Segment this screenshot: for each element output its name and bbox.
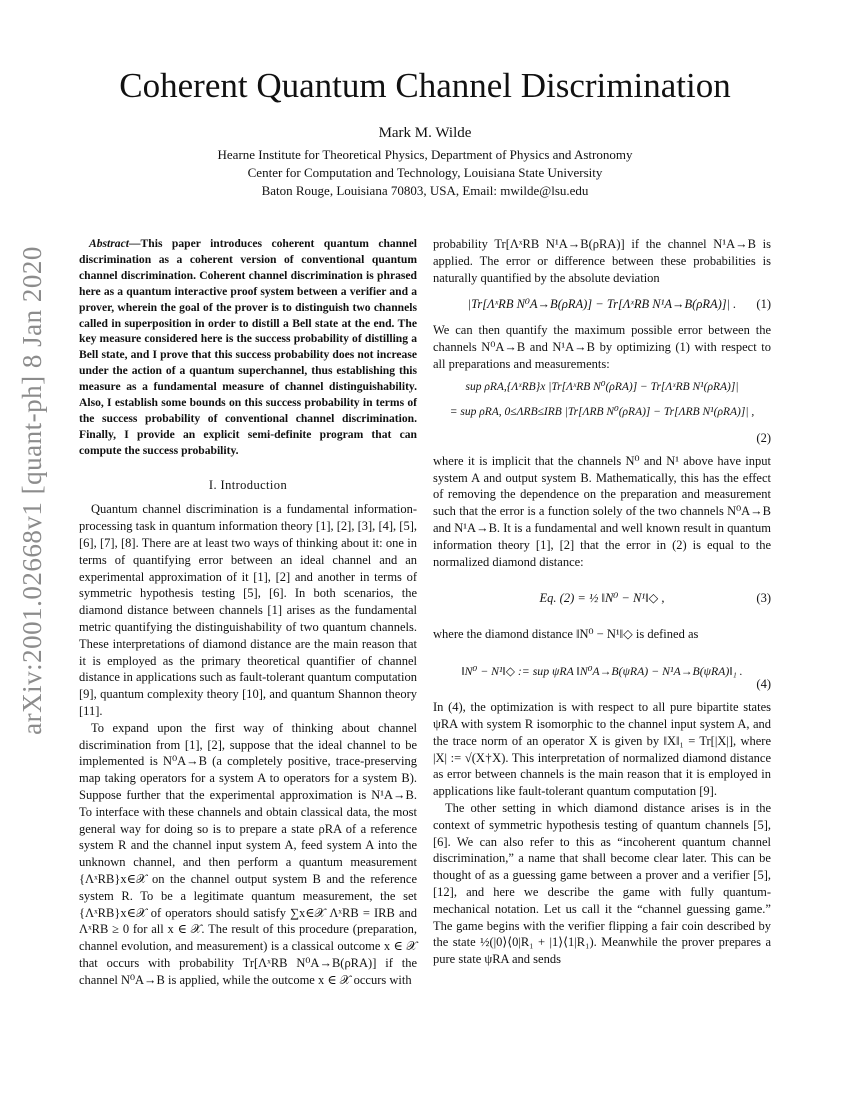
equation-1 [433,292,771,316]
arxiv-identifier-stamp [10,245,54,735]
equation-body: sup ρRA,{ΛˣRB}x |Tr[ΛˣRB N⁰(ρRA)] − Tr[ΛˣRB N¹(ρRA)]| [465,380,739,393]
abstract [79,236,417,459]
abstract-label: Abstract— [89,237,141,250]
affiliation-line: Center for Computation and Technology, Louisiana State University [247,165,603,180]
abstract-text: This paper introduces coherent quantum channel discrimination as a coherent version of conventional quantum channel discrimination. Coherent channel discrimination is phrased here as a quantum interactive proof system between a verifier and a prover, wherein the goal of the prover is to distinguish two channels called in superposition in order to distill a Bell state at the end. The key measure considered here is the success probability of distilling a Bell state, and I prove that this success probability does not increase under the action of a quantum superchannel, thus establishing this measure as a fundamental measure of channel distinguishability. Also, I establish some bounds on this success probability in terms of the success probability of conventional channel discrimination. Finally, I provide an explicit semi-definite program that can compute the success probability. [79,237,417,457]
paragraph: We can then quantify the maximum possible error between the channels N⁰A→B and N¹A→B by optimizing (1) with respect to all preparations and measurements: [433,323,771,371]
equation-number: (1) [756,296,771,311]
paragraph: probability Tr[ΛˣRB N¹A→B(ρRA)] if the channel N¹A→B is applied. The error or difference between these probabilities is naturally quantified by the absolute deviation [433,237,771,285]
left-column [79,236,417,989]
equation-4 [433,649,771,693]
author-name: Mark M. Wilde [378,125,472,141]
equation-2 [433,379,771,447]
paragraph: In (4), the optimization is with respect to all pure bipartite states ψRA with system R isomorphic to the channel input system A, and the trace norm of an operator X is given by ‖X‖₁ = Tr[|X|], where |X| := √(X†X). This interpretation of normalized diamond distance as error between channels is the main reason that it is employed in applications like fault-tolerant quantum computation [9]. [433,700,771,799]
paragraph: Quantum channel discrimination is a fundamental information-processing task in quantum information theory [1], [2], [3], [4], [5], [6], [7], [8]. There are at least two ways of thinking about it: one in terms of quantifying error between an ideal channel and an experimental approximation of it [1], [2] and another in terms of symmetric hypothesis testing [5], [6]. In both scenarios, the diamond distance between channels [1] arises as the fundamental metric quantifying the distinguishability of two quantum channels. These interpretations of diamond distance are the main reason that it is employed as the primary theoretical quantifier of channel distance in applications such as fault-tolerant quantum computation [9], quantum complexity theory [10], and quantum Shannon theory [11]. [79,502,417,719]
affiliation-line: Baton Rouge, Louisiana 70803, USA, Email: mwilde@lsu.edu [261,183,589,198]
arxiv-id-text: arXiv:2001.02668v1 [quant-ph] 8 Jan 2020 [16,245,47,735]
paragraph: where it is implicit that the channels N⁰ and N¹ above have input system A and output system B. Mathematically, this has the effect of removing the dependence on the preparation and measurement such that the error is a function solely of the two channels N⁰A→B and N¹A→B. It is a fundamental and well known result in quantum information theory [1], [2] that the error in (2) is equal to the normalized diamond distance: [433,453,771,569]
equation-body: |Tr[ΛˣRB N⁰A→B(ρRA)] − Tr[ΛˣRB N¹A→B(ρRA)]| . [467,296,737,311]
paragraph: To expand upon the first way of thinking about channel discrimination from [1], [2], suppose that the ideal channel to be implemented is N⁰A→B (a completely positive, trace-preserving map taking operators for a system A to operators for a system B). Suppose further that the experimental approximation is N¹A→B. To interface with these channels and obtain classical data, the most general way for doing so is to prepare a state ρRA of a reference system R and the channel input system A, feed system A into the unknown channel, and then perform a quantum measurement {ΛˣRB}x∈𝒳 on the channel output system B and the reference system R. To be a legitimate quantum measurement, the set {ΛˣRB}x∈𝒳 of operators should satisfy ∑x∈𝒳 ΛˣRB = IRB and ΛˣRB ≥ 0 for all x ∈ 𝒳. The result of this procedure (preparation, channel evolution, and measurement) is a classical outcome x ∈ 𝒳 that occurs with probability Tr[ΛˣRB N⁰A→B(ρRA)] if the channel N⁰A→B is applied, while the outcome x ∈ 𝒳 occurs with [79,720,417,987]
equation-body: Eq. (2) = ½ ‖N⁰ − N¹‖◇ , [539,590,665,605]
equation-3 [433,576,771,620]
paragraph: where the diamond distance ‖N⁰ − N¹‖◇ is defined as [433,627,699,642]
paragraph: The other setting in which diamond distance arises is in the context of symmetric hypothesis testing of quantum channels [5], [6]. We can also refer to this as “incoherent quantum channel discrimination,” a name that shall become clear later. This can be thought of as a guessing game between a prover and a verifier [5], [12], and here we describe the game with fully quantum-mechanical notation. Let us call it the “channel guessing game.” The game begins with the verifier flipping a fair coin described by the state ½(|0⟩⟨0|R₁ + |1⟩⟨1|R₁). Meanwhile the prover prepares a pure state ψRA and sends [433,800,771,967]
affiliation-block [0,146,850,200]
equation-number: (3) [756,590,771,605]
affiliation-line: Hearne Institute for Theoretical Physics, Department of Physics and Astronomy [217,147,633,162]
equation-number: (2) [756,430,771,445]
equation-lines [433,379,771,421]
equation-number: (4) [756,677,771,692]
equation-body: ‖N⁰ − N¹‖◇ := sup ψRA ‖N⁰A→B(ψRA) − N¹A→B(ψRA)‖₁ . [461,663,743,678]
section-heading: I. Introduction [208,477,288,492]
equation-body: = sup ρRA, 0≤ΛRB≤IRB |Tr[ΛRB N⁰(ρRA)] − Tr[ΛRB N¹(ρRA)]| , [449,405,755,418]
paper-title: Coherent Quantum Channel Discrimination [119,66,731,105]
right-column [433,236,771,968]
